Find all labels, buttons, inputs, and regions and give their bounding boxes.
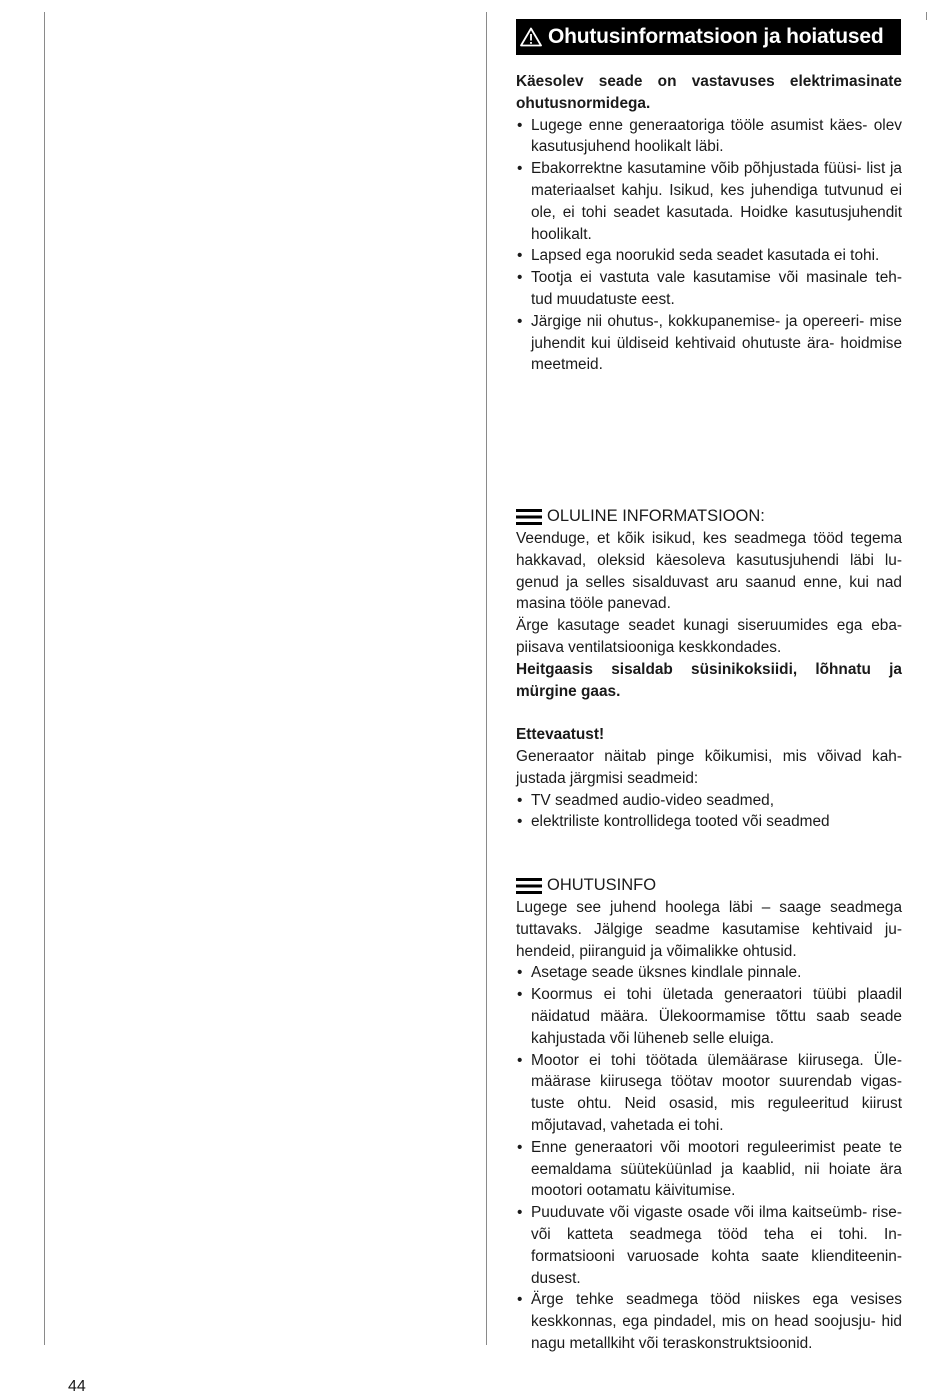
important-info-section <box>516 506 902 833</box>
list-item: • Enne generaatori või mootori reguleerimist peate te eemaldama süüteküünlad ja kaablid, nii hoiate ära mootori ootamatu käivitumise. <box>516 1137 902 1202</box>
list-item: • Lapsed ega noorukid seda seadet kasutada ei tohi. <box>516 245 902 267</box>
list-item: • Ebakorrektne kasutamine võib põhjustada füüsi- list ja materiaalset kahju. Isikud, kes juhendiga tutvunud ei ole, ei tohi seadet kasutada. Hoidke kasutusjuhendit hoolikalt. <box>516 158 902 245</box>
intro-section <box>516 71 902 376</box>
important-paragraph-2: Ärge kasutage seadet kunagi siseruumides ega eba- piisava ventilatsiooniga keskkondades. <box>516 617 902 656</box>
info-lines-icon <box>516 877 542 895</box>
list-item: • Koormus ei tohi ületada generaatori tüübi plaadil näidatud määra. Ülekoormamise tõttu saab seade kahjustada või lüheneb selle eluiga. <box>516 984 902 1049</box>
intro-statement: Käesolev seade on vastavuses elektrimasinate ohutusnormidega. <box>516 73 902 112</box>
left-margin-rule <box>44 12 45 1345</box>
list-item: • Järgige nii ohutus-, kokkupanemise- ja opereeri- mise juhendit kui üldiseid kehtivaid ohutuste ära- hoidmise meetmeid. <box>516 311 902 376</box>
important-info-heading <box>516 506 902 528</box>
intro-bullet-list <box>516 115 902 377</box>
list-item: • Mootor ei tohi töötada ülemäärase kiirusega. Üle- määrase kiirusega töötav mootor suurendab vigas- tuste ohtu. Neid osasid, mis reguleeritud kiirust mõjutavad, vahetada ei tohi. <box>516 1050 902 1137</box>
list-item: • Lugege enne generaatoriga tööle asumist käes- olev kasutusjuhend hoolikalt läbi. <box>516 115 902 159</box>
exhaust-warning: Heitgaasis sisaldab süsinikoksiidi, lõhnatu ja mürgine gaas. <box>516 660 902 700</box>
safety-info-heading-text: OHUTUSINFO <box>547 876 657 895</box>
list-item: • Puuduvate või vigaste osade või ilma kaitseümb- rise- või katteta seadmega tööd teha ei tohi. In- formatsiooni varuosade kohta saate klienditeenin- dusest. <box>516 1202 902 1289</box>
section-title-bar <box>516 19 901 55</box>
important-paragraph-1: Veenduge, et kõik isikud, kes seadmega tööd tegema hakkavad, oleksid käesoleva kasutusjuhendi läbi lu- genud ja selles sisalduvast aru saanud enne, kui nad masina tööle panevad. <box>516 530 902 613</box>
list-item: • TV seadmed audio-video seadmed, <box>516 790 902 812</box>
caution-text: Generaator näitab pinge kõikumisi, mis võivad kah- justada järgmisi seadmeid: <box>516 747 902 787</box>
page-title: Ohutusinformatsioon ja hoiatused <box>548 25 884 48</box>
info-lines-icon <box>516 508 542 526</box>
list-item: • elektriliste kontrollidega tooted või seadmed <box>516 811 902 833</box>
list-item: • Tootja ei vastuta vale kasutamise või masinale teh- tud muudatuste eest. <box>516 267 902 311</box>
right-margin-rule <box>926 12 927 20</box>
caution-bullet-list <box>516 790 902 834</box>
safety-info-section <box>516 875 902 1355</box>
safety-bullet-list <box>516 962 902 1354</box>
column-divider-rule <box>486 12 487 1345</box>
safety-intro: Lugege see juhend hoolega läbi – saage seadmega tuttavaks. Jälgige seadme kasutamise kehtivaid ju- hendeid, piiranguid ja võimalikke ohtusid. <box>516 899 902 960</box>
list-item: • Asetage seade üksnes kindlale pinnale. <box>516 962 902 984</box>
safety-info-heading <box>516 875 902 897</box>
page-number: 44 <box>68 1378 86 1395</box>
caution-title: Ettevaatust! <box>516 726 605 744</box>
warning-triangle-icon <box>520 27 542 47</box>
important-info-heading-text: OLULINE INFORMATSIOON: <box>547 507 765 526</box>
list-item: • Ärge tehke seadmega tööd niiskes ega vesises keskkonnas, ega pindadel, mis on head soojusju- hid nagu metallkiht või teraskonstruktsioonid. <box>516 1289 902 1354</box>
